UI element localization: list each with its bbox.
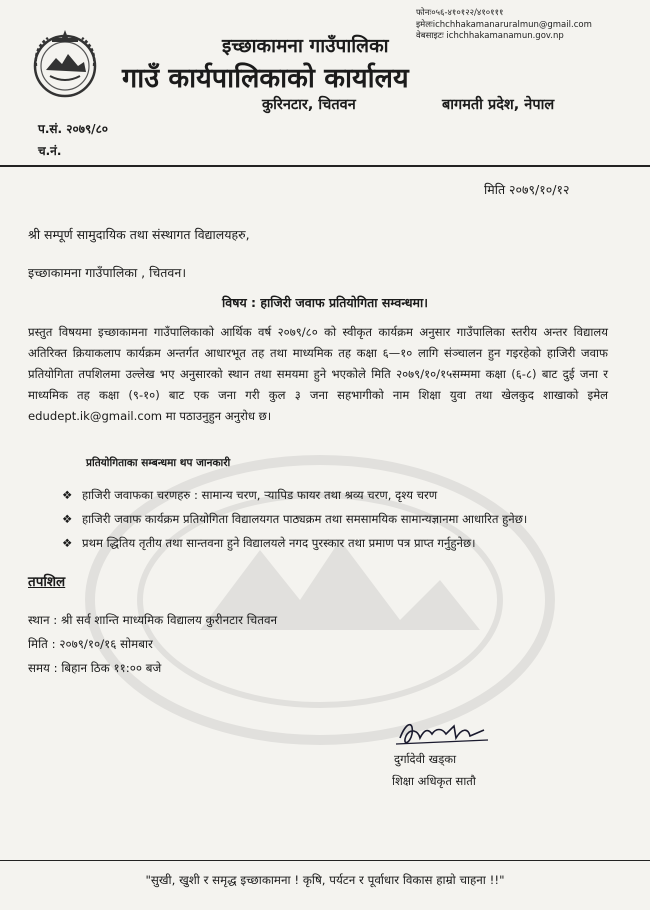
details-heading: तपशिल [28, 574, 66, 590]
letter-date: मिति २०७९/१०/१२ [484, 182, 570, 197]
bullet-text: प्रथम द्धितिय तृतीय तथा सान्तवना हुने विद्यालयले नगद पुरस्कार तथा प्रमाण पत्र प्राप्त गर्नुहुनेछ। [82, 536, 476, 550]
contact-info [416, 8, 592, 43]
letter-body: प्रस्तुत विषयमा इच्छाकामना गाउँपालिकाको आर्थिक वर्ष २०७९/८० को स्वीकृत कार्यक्रम अनुसार गाउँपालिका स्तरीय अन्तर विद्यालय अतिरिक्त क्रियाकलाप कार्यक्रम अन्तर्गत आधारभूत तह तथा माध्यमिक तह कक्षा ६—१० लागि संञ्चालन हुन गइरहेको हाजिरी जवाफ प्रतियोगिता तपशिलमा उल्लेख भए अनुसारको स्थान तथा समयमा हुने भएकोले मिति २०७९/१०/१५सम्ममा कक्षा (६-८) बाट दुई जना र माध्यमिक तह कक्षा (९-१०) बाट एक जना गरी कुल ३ जना सहभागीको नाम शिक्षा युवा तथा खेलकुद शाखाको इमेल edudept.ik@gmail.com मा पठाउनुहुन अनुरोध छ। [28, 325, 608, 423]
recipient-line-2: इच्छाकामना गाउँपालिका , चितवन। [28, 265, 187, 280]
nepal-emblem-icon [28, 26, 102, 100]
list-item [62, 512, 527, 536]
dispatch-number: च.नं. [38, 144, 62, 158]
event-date-line: मिति : २०७९/१०/१६ सोमबार [28, 637, 153, 651]
info-heading: प्रतियोगिताका सम्बन्धमा थप जानकारी [86, 457, 231, 469]
recipient-line-1: श्री सम्पूर्ण सामुदायिक तथा संस्थागत विद्यालयहरु, [28, 227, 250, 242]
bullet-text: हाजिरी जवाफका चरणहरु : सामान्य चरण, र्‍यापिड फायर तथा श्रव्य चरण, दृश्य चरण [82, 488, 438, 502]
footer-divider [0, 860, 650, 861]
list-item [62, 536, 527, 560]
municipality-name: इच्छाकामना गाउँपालिका [222, 35, 389, 57]
office-location: कुरिनटार, चितवन [262, 97, 356, 113]
phone-number: फोनः०५६-४१०१२२/४१०१११ [416, 8, 504, 18]
diamond-bullet-icon: ❖ [62, 488, 73, 502]
handwritten-signature [392, 716, 492, 750]
signatory-name: दुर्गादेवी खड्का [394, 752, 457, 766]
footer-slogan: "सुखी, खुशी र समृद्ध इच्छाकामना ! कृषि, पर्यटन र पूर्वाधार विकास हाम्रो चाहना !!" [145, 873, 505, 887]
info-bullet-list [62, 488, 527, 560]
website-address: वेबसाइटः ichchhakamanamun.gov.np [416, 31, 564, 41]
bullet-text: हाजिरी जवाफ कार्यक्रम प्रतियोगिता विद्यालयगत पाठ्यक्रम तथा समसामयिक सामान्यज्ञानमा आधारित हुनेछ। [82, 512, 528, 526]
event-time-line: समय : बिहान ठिक ११:०० बजे [28, 661, 162, 675]
office-name: गाउँ कार्यपालिकाको कार्यालय [122, 63, 409, 94]
province-name: बागमती प्रदेश, नेपाल [442, 97, 555, 113]
email-address: इमेलःichchhakamanaruralmun@gmail.com [416, 19, 592, 30]
list-item [62, 488, 527, 512]
letter-subject: विषय : हाजिरी जवाफ प्रतियोगिता सम्वन्धमा। [222, 295, 428, 310]
signatory-title: शिक्षा अधिकृत सातौ [392, 774, 476, 788]
header-divider [0, 165, 650, 167]
diamond-bullet-icon: ❖ [62, 536, 73, 550]
reference-number: प.सं. २०७९/८० [38, 122, 109, 136]
venue-line: स्थान : श्री सर्व शान्ति माध्यमिक विद्यालय कुरीनटार चितवन [28, 613, 278, 627]
diamond-bullet-icon: ❖ [62, 512, 73, 526]
